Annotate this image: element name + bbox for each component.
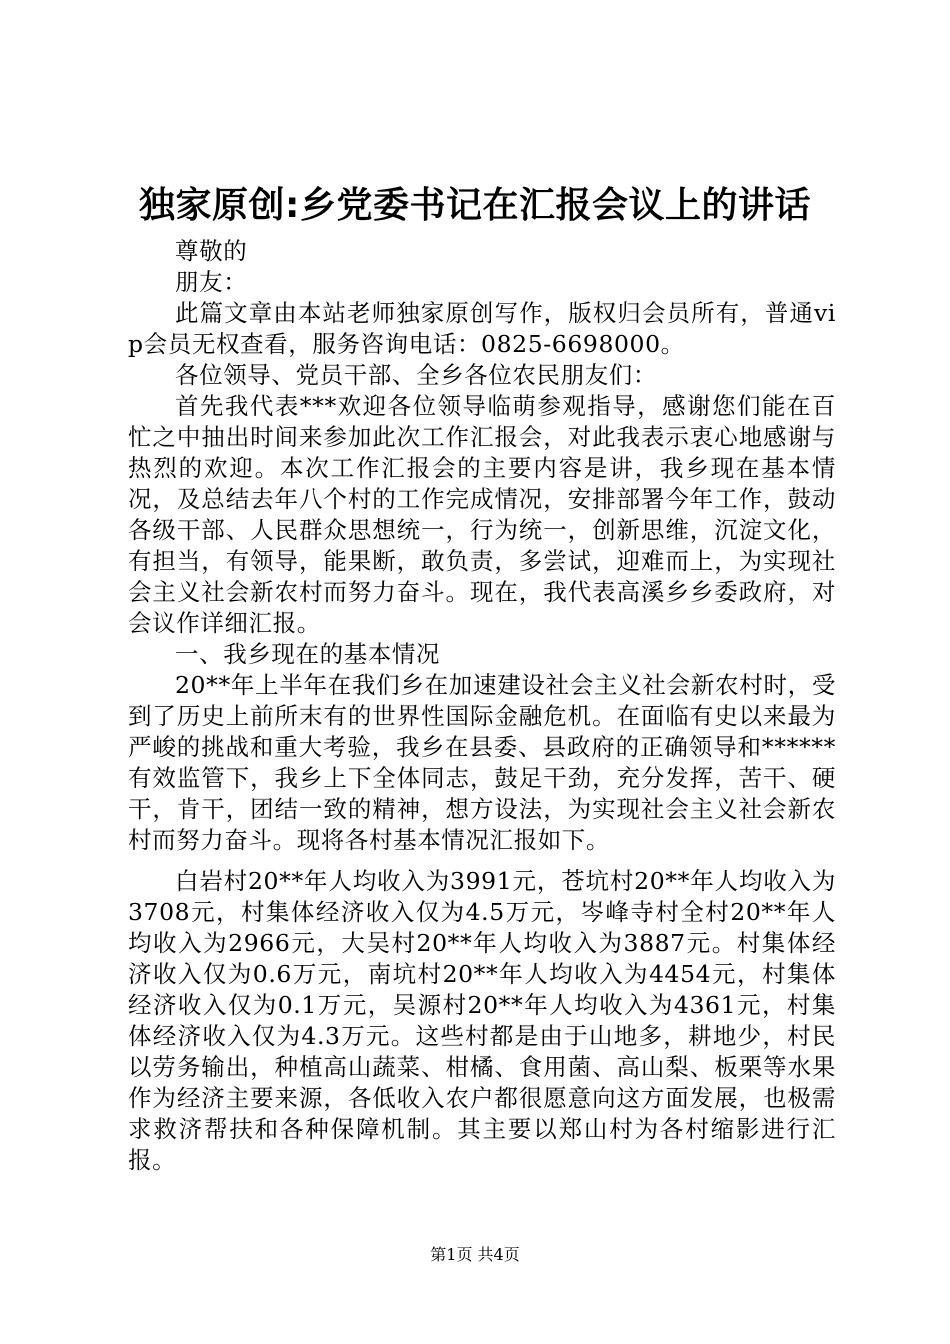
section-heading: 一、我乡现在的基本情况 — [175, 640, 441, 668]
document-title: 独家原创:乡党委书记在汇报会议上的讲话 — [139, 185, 811, 226]
opening-paragraph: 首先我代表***欢迎各位领导临萌参观指导，感谢您们能在百忙之中抽出时间来参加此次工作汇报会，对此我表示衷心地感谢与热烈的欢迎。本次工作汇报会的主要内容是讲，我乡现在基本情况，及总结去年八个村的工作完成情况，安排部署今年工作，鼓动各级干部、人民群众思想统一，行为统一，创新思维，沉淀文化，有担当，有领导，能果断，敢负责，多尝试，迎难而上，为实现社会主义社会新农村而努力奋斗。现在，我代表高溪乡乡委政府，对会议作详细汇报。 — [128, 392, 836, 637]
document-body — [128, 236, 836, 1176]
village-income-paragraph: 白岩村20**年人均收入为3991元，苍坑村20**年人均收入为3708元，村集体经济收入仅为4.5万元，岑峰寺村全村20**年人均收入为2966元，大吴村20**年人均收入为3887元。村集体经济收入仅为0.6万元，南坑村20**年人均收入为4454元，村集体经济收入仅为0.1万元，吴源村20**年人均收入为4361元，村集体经济收入仅为4.3万元。这些村都是由于山地多，耕地少，村民以劳务输出，种植高山蔬菜、柑橘、食用菌、高山梨、板栗等水果作为经济主要来源，各低收入农户都很愿意向这方面发展，也极需求救济帮扶和各种保障机制。其主要以郑山村为各村缩影进行汇报。 — [128, 867, 836, 1174]
page-number-footer: 第1页 共4页 — [430, 1245, 520, 1264]
greeting-paragraph: 各位领导、党员干部、全乡各位农民朋友们： — [175, 361, 657, 389]
salutation-line-1: 尊敬的 — [175, 237, 248, 265]
copyright-notice: 此篇文章由本站老师独家原创写作，版权归会员所有，普通vip会员无权查看，服务咨询电话：0825-6698000。 — [128, 299, 836, 358]
salutation-line-2: 朋友： — [175, 268, 248, 296]
situation-paragraph: 20**年上半年在我们乡在加速建设社会主义社会新农村时，受到了历史上前所末有的世界性国际金融危机。在面临有史以来最为严峻的挑战和重大考验，我乡在县委、县政府的正确领导和******有效监管下，我乡上下全体同志，鼓足干劲，充分发挥，苦干、硬干，肯干，团结一致的精神，想方设法，为实现社会主义社会新农村而努力奋斗。现将各村基本情况汇报如下。 — [128, 671, 836, 854]
